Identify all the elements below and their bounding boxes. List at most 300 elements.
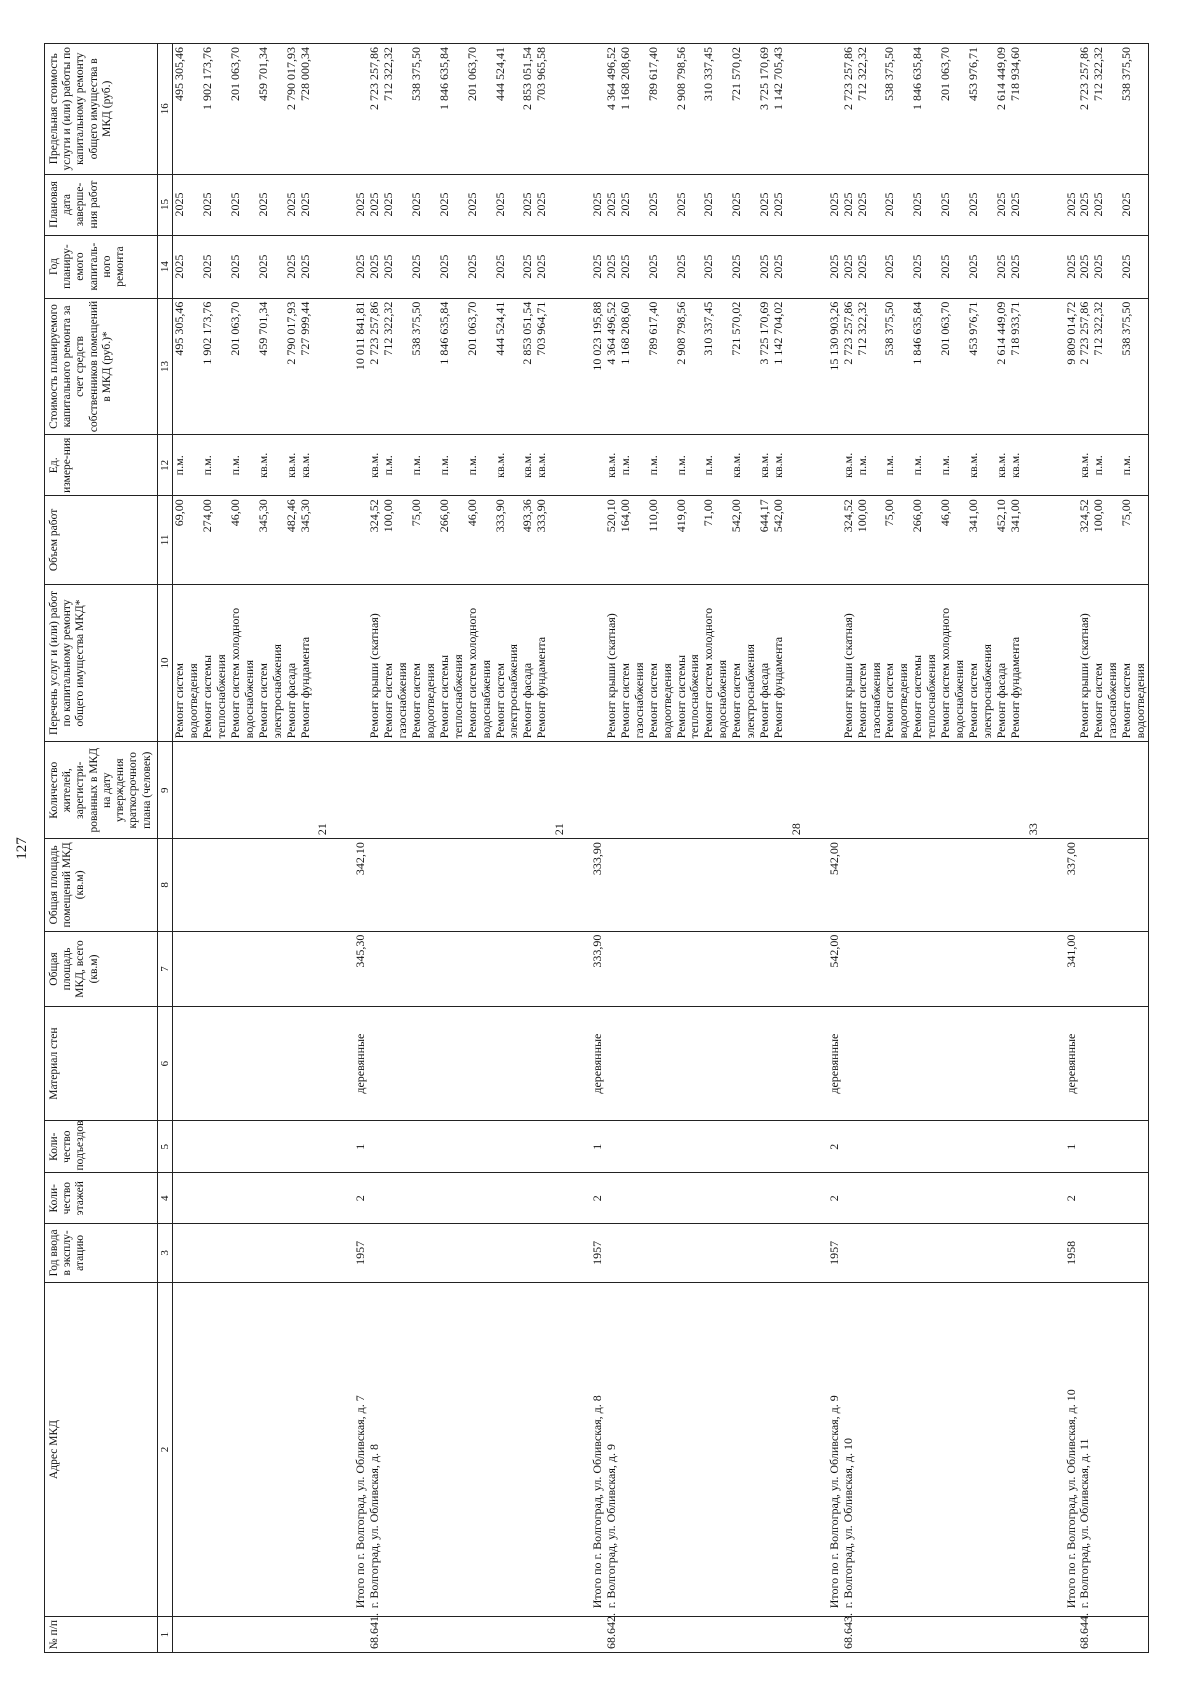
cost-cell: 495 305,46 bbox=[173, 298, 201, 435]
row-number: 68.642. bbox=[605, 1617, 619, 1653]
work-type-cell: Ремонт фундамента bbox=[772, 584, 786, 742]
unit-cell: кв.м. bbox=[521, 435, 535, 496]
completion-year-cell: 2025 bbox=[201, 174, 229, 235]
premises-area-cell: 333,90 bbox=[549, 839, 605, 932]
residents-cell bbox=[911, 742, 939, 839]
repair-year-cell: 2025 bbox=[995, 235, 1009, 298]
cost-cell: 1 142 704,02 bbox=[772, 298, 786, 435]
year-cell: 1957 bbox=[312, 1223, 368, 1282]
repair-year-cell: 2025 bbox=[521, 235, 535, 298]
entrances-cell bbox=[911, 1120, 939, 1173]
total-area-cell bbox=[257, 931, 285, 1007]
year-cell bbox=[438, 1223, 466, 1282]
row-number bbox=[257, 1617, 285, 1653]
year-cell bbox=[939, 1223, 967, 1282]
entrances-cell bbox=[619, 1120, 647, 1173]
floors-cell bbox=[229, 1173, 257, 1223]
row-number bbox=[856, 1617, 884, 1653]
floors-cell bbox=[939, 1173, 967, 1223]
material-cell bbox=[1078, 1007, 1092, 1121]
cost-cell: 538 375,50 bbox=[1120, 298, 1148, 435]
premises-area-cell bbox=[521, 839, 535, 932]
residents-cell bbox=[466, 742, 494, 839]
row-number bbox=[967, 1617, 995, 1653]
material-cell bbox=[466, 1007, 494, 1121]
volume-cell: 164,00 bbox=[619, 496, 647, 584]
premises-area-cell bbox=[911, 839, 939, 932]
table-row bbox=[758, 44, 772, 1653]
row-number bbox=[619, 1617, 647, 1653]
repair-year-cell: 2025 bbox=[1009, 235, 1023, 298]
volume-cell: 100,00 bbox=[856, 496, 884, 584]
unit-cell: п.м. bbox=[410, 435, 438, 496]
entrances-cell bbox=[967, 1120, 995, 1173]
residents-cell bbox=[730, 742, 758, 839]
volume-cell: 341,00 bbox=[1009, 496, 1023, 584]
premises-area-cell bbox=[1078, 839, 1092, 932]
repair-year-cell: 2025 bbox=[368, 235, 382, 298]
entrances-cell bbox=[1120, 1120, 1148, 1173]
cost-cell: 3 725 170,69 bbox=[758, 298, 772, 435]
work-type-cell: Ремонт фундамента bbox=[535, 584, 549, 742]
cost-cell: 712 322,32 bbox=[382, 298, 410, 435]
column-header: Перечень услуг и (или) работ по капитальному ремонту общего имущества МКД* bbox=[45, 584, 158, 742]
work-type-cell: Ремонт систем электроснабжения bbox=[257, 584, 285, 742]
repair-year-cell: 2025 bbox=[758, 235, 772, 298]
repair-year-cell: 2025 bbox=[1023, 235, 1079, 298]
entrances-cell bbox=[605, 1120, 619, 1173]
unit-cell: п.м. bbox=[1120, 435, 1148, 496]
total-area-cell bbox=[675, 931, 703, 1007]
completion-year-cell: 2025 bbox=[410, 174, 438, 235]
work-type-cell: Ремонт систем газоснабжения bbox=[856, 584, 884, 742]
row-number bbox=[939, 1617, 967, 1653]
premises-area-cell: 342,10 bbox=[312, 839, 368, 932]
volume-cell: 324,52 bbox=[1078, 496, 1092, 584]
residents-cell bbox=[1120, 742, 1148, 839]
floors-cell bbox=[619, 1173, 647, 1223]
residents-cell bbox=[173, 742, 201, 839]
row-number bbox=[911, 1617, 939, 1653]
limit-cost-cell: 2 723 257,86 bbox=[368, 44, 382, 175]
year-cell bbox=[842, 1223, 856, 1282]
residents-cell bbox=[842, 742, 856, 839]
unit-cell: п.м. bbox=[438, 435, 466, 496]
residents-cell bbox=[605, 742, 619, 839]
table-row bbox=[1009, 44, 1023, 1653]
unit-cell: п.м. bbox=[619, 435, 647, 496]
column-header: Общая площадь помещений МКД (кв.м) bbox=[45, 839, 158, 932]
column-header: Количество жителей, зарегистри-рованных в МКД на дату утверждения краткосрочного плана (человек) bbox=[45, 742, 158, 839]
floors-cell bbox=[201, 1173, 229, 1223]
material-cell bbox=[201, 1007, 229, 1121]
material-cell bbox=[619, 1007, 647, 1121]
premises-area-cell bbox=[939, 839, 967, 932]
address-cell bbox=[730, 1282, 758, 1616]
total-area-cell bbox=[1078, 931, 1092, 1007]
premises-area-cell: 337,00 bbox=[1023, 839, 1079, 932]
completion-year-cell: 2025 bbox=[856, 174, 884, 235]
repair-year-cell: 2025 bbox=[201, 235, 229, 298]
total-area-cell bbox=[619, 931, 647, 1007]
address-cell bbox=[466, 1282, 494, 1616]
volume-cell: 542,00 bbox=[730, 496, 758, 584]
completion-year-cell: 2025 bbox=[619, 174, 647, 235]
year-cell bbox=[257, 1223, 285, 1282]
entrances-cell bbox=[494, 1120, 522, 1173]
floors-cell bbox=[675, 1173, 703, 1223]
entrances-cell bbox=[521, 1120, 535, 1173]
repair-year-cell: 2025 bbox=[1120, 235, 1148, 298]
column-header: Объем работ bbox=[45, 496, 158, 584]
table-row bbox=[535, 44, 549, 1653]
floors-cell bbox=[285, 1173, 299, 1223]
entrances-cell bbox=[1078, 1120, 1092, 1173]
repair-year-cell: 2025 bbox=[438, 235, 466, 298]
table-row bbox=[521, 44, 535, 1653]
entrances-cell: 1 bbox=[549, 1120, 605, 1173]
repair-year-cell: 2025 bbox=[299, 235, 313, 298]
cost-cell: 2 723 257,86 bbox=[368, 298, 382, 435]
column-number: 13 bbox=[157, 298, 173, 435]
address-cell bbox=[521, 1282, 535, 1616]
completion-year-cell: 2025 bbox=[494, 174, 522, 235]
row-number bbox=[1023, 1617, 1079, 1653]
premises-area-cell bbox=[605, 839, 619, 932]
residents-cell bbox=[257, 742, 285, 839]
column-number-row bbox=[157, 44, 173, 1653]
premises-area-cell bbox=[1009, 839, 1023, 932]
total-area-cell bbox=[967, 931, 995, 1007]
premises-area-cell bbox=[410, 839, 438, 932]
volume-cell: 345,30 bbox=[299, 496, 313, 584]
entrances-cell: 1 bbox=[1023, 1120, 1079, 1173]
address-cell: Итого по г. Волгоград, ул. Обливская, д. 10 bbox=[1023, 1282, 1079, 1616]
table-row bbox=[229, 44, 257, 1653]
floors-cell: 2 bbox=[1023, 1173, 1079, 1223]
address-cell bbox=[619, 1282, 647, 1616]
work-type-cell: Ремонт систем газоснабжения bbox=[382, 584, 410, 742]
table-row bbox=[1120, 44, 1148, 1653]
volume-cell bbox=[1023, 496, 1079, 584]
completion-year-cell: 2025 bbox=[1120, 174, 1148, 235]
row-number bbox=[285, 1617, 299, 1653]
premises-area-cell bbox=[702, 839, 730, 932]
column-number: 3 bbox=[157, 1223, 173, 1282]
address-cell bbox=[702, 1282, 730, 1616]
row-number: 68.641. bbox=[368, 1617, 382, 1653]
unit-cell: п.м. bbox=[201, 435, 229, 496]
column-number: 12 bbox=[157, 435, 173, 496]
work-type-cell: Ремонт фундамента bbox=[1009, 584, 1023, 742]
completion-year-cell: 2025 bbox=[521, 174, 535, 235]
completion-year-cell: 2025 bbox=[911, 174, 939, 235]
material-cell bbox=[939, 1007, 967, 1121]
address-cell: Итого по г. Волгоград, ул. Обливская, д. 9 bbox=[786, 1282, 842, 1616]
completion-year-cell: 2025 bbox=[772, 174, 786, 235]
floors-cell: 2 bbox=[786, 1173, 842, 1223]
material-cell bbox=[382, 1007, 410, 1121]
work-type-cell: Ремонт систем холодного водоснабжения bbox=[939, 584, 967, 742]
cost-cell: 1 902 173,76 bbox=[201, 298, 229, 435]
column-header: Предельная стоимость услуги и (или) работы по капитальному ремонту общего имущества в МКД (руб.) bbox=[45, 44, 158, 175]
residents-cell bbox=[675, 742, 703, 839]
total-area-cell bbox=[856, 931, 884, 1007]
total-area-cell bbox=[1120, 931, 1148, 1007]
total-area-cell bbox=[730, 931, 758, 1007]
row-number bbox=[312, 1617, 368, 1653]
residents-cell bbox=[1092, 742, 1120, 839]
completion-year-cell: 2025 bbox=[702, 174, 730, 235]
repair-year-cell: 2025 bbox=[702, 235, 730, 298]
year-cell bbox=[410, 1223, 438, 1282]
row-number bbox=[438, 1617, 466, 1653]
material-cell bbox=[1092, 1007, 1120, 1121]
column-number: 14 bbox=[157, 235, 173, 298]
address-cell bbox=[758, 1282, 772, 1616]
floors-cell bbox=[1092, 1173, 1120, 1223]
column-number: 5 bbox=[157, 1120, 173, 1173]
table-row bbox=[939, 44, 967, 1653]
completion-year-cell: 2025 bbox=[173, 174, 201, 235]
entrances-cell: 2 bbox=[786, 1120, 842, 1173]
completion-year-cell: 2025 bbox=[967, 174, 995, 235]
column-number: 11 bbox=[157, 496, 173, 584]
address-cell: Итого по г. Волгоград, ул. Обливская, д. 8 bbox=[549, 1282, 605, 1616]
entrances-cell bbox=[856, 1120, 884, 1173]
volume-cell bbox=[786, 496, 842, 584]
residents-cell bbox=[229, 742, 257, 839]
unit-cell: кв.м. bbox=[772, 435, 786, 496]
table-row bbox=[438, 44, 466, 1653]
year-cell bbox=[229, 1223, 257, 1282]
premises-area-cell bbox=[619, 839, 647, 932]
work-type-cell: Ремонт систем холодного водоснабжения bbox=[229, 584, 257, 742]
column-header: Общая площадь МКД, всего (кв.м) bbox=[45, 931, 158, 1007]
work-type-cell: Ремонт системы теплоснабжения bbox=[911, 584, 939, 742]
material-cell bbox=[257, 1007, 285, 1121]
table-row bbox=[647, 44, 675, 1653]
repair-year-cell: 2025 bbox=[1092, 235, 1120, 298]
cost-cell: 201 063,70 bbox=[229, 298, 257, 435]
table-row bbox=[1092, 44, 1120, 1653]
year-cell bbox=[619, 1223, 647, 1282]
limit-cost-cell: 201 063,70 bbox=[466, 44, 494, 175]
material-cell: деревянные bbox=[1023, 1007, 1079, 1121]
premises-area-cell bbox=[995, 839, 1009, 932]
limit-cost-cell: 495 305,46 bbox=[173, 44, 201, 175]
work-type-cell: Ремонт систем электроснабжения bbox=[730, 584, 758, 742]
table-row bbox=[285, 44, 299, 1653]
unit-cell: кв.м. bbox=[368, 435, 382, 496]
column-header: № п/п bbox=[45, 1617, 158, 1653]
premises-area-cell bbox=[675, 839, 703, 932]
entrances-cell bbox=[939, 1120, 967, 1173]
limit-cost-cell: 444 524,41 bbox=[494, 44, 522, 175]
volume-cell: 274,00 bbox=[201, 496, 229, 584]
limit-cost-cell: 459 701,34 bbox=[257, 44, 285, 175]
table-row bbox=[995, 44, 1009, 1653]
material-cell bbox=[995, 1007, 1009, 1121]
cost-cell: 1 168 208,60 bbox=[619, 298, 647, 435]
entrances-cell bbox=[702, 1120, 730, 1173]
total-area-cell bbox=[842, 931, 856, 1007]
completion-year-cell: 2025 bbox=[1023, 174, 1079, 235]
completion-year-cell: 2025 bbox=[229, 174, 257, 235]
total-area-cell: 345,30 bbox=[312, 931, 368, 1007]
address-cell bbox=[285, 1282, 299, 1616]
completion-year-cell: 2025 bbox=[842, 174, 856, 235]
completion-year-cell: 2025 bbox=[299, 174, 313, 235]
row-number bbox=[995, 1617, 1009, 1653]
table-row bbox=[856, 44, 884, 1653]
floors-cell bbox=[521, 1173, 535, 1223]
material-cell: деревянные bbox=[312, 1007, 368, 1121]
completion-year-cell: 2025 bbox=[1078, 174, 1092, 235]
column-header: Адрес МКД bbox=[45, 1282, 158, 1616]
premises-area-cell bbox=[535, 839, 549, 932]
unit-cell: п.м. bbox=[675, 435, 703, 496]
table-row bbox=[1078, 44, 1092, 1653]
total-area-cell bbox=[173, 931, 201, 1007]
table-header bbox=[45, 44, 173, 1653]
year-cell bbox=[1092, 1223, 1120, 1282]
volume-cell: 75,00 bbox=[883, 496, 911, 584]
row-number bbox=[1120, 1617, 1148, 1653]
limit-cost-cell: 721 570,02 bbox=[730, 44, 758, 175]
total-area-cell bbox=[772, 931, 786, 1007]
year-cell bbox=[702, 1223, 730, 1282]
completion-year-cell: 2025 bbox=[368, 174, 382, 235]
residents-cell bbox=[995, 742, 1009, 839]
floors-cell bbox=[1078, 1173, 1092, 1223]
residents-cell bbox=[382, 742, 410, 839]
cost-cell: 15 130 903,26 bbox=[786, 298, 842, 435]
year-cell bbox=[911, 1223, 939, 1282]
repair-year-cell: 2025 bbox=[494, 235, 522, 298]
repair-year-cell: 2025 bbox=[229, 235, 257, 298]
year-cell bbox=[675, 1223, 703, 1282]
cost-cell: 2 723 257,86 bbox=[1078, 298, 1092, 435]
material-cell bbox=[299, 1007, 313, 1121]
unit-cell: п.м. bbox=[1092, 435, 1120, 496]
repair-year-cell: 2025 bbox=[883, 235, 911, 298]
volume-cell: 100,00 bbox=[382, 496, 410, 584]
entrances-cell bbox=[410, 1120, 438, 1173]
table-row bbox=[201, 44, 229, 1653]
limit-cost-cell: 1 846 635,84 bbox=[438, 44, 466, 175]
premises-area-cell bbox=[257, 839, 285, 932]
floors-cell bbox=[173, 1173, 201, 1223]
cost-cell: 201 063,70 bbox=[939, 298, 967, 435]
address-cell bbox=[173, 1282, 201, 1616]
limit-cost-cell: 789 617,40 bbox=[647, 44, 675, 175]
residents-cell: 28 bbox=[786, 742, 842, 839]
row-number bbox=[494, 1617, 522, 1653]
completion-year-cell: 2025 bbox=[1009, 174, 1023, 235]
work-type-cell: Ремонт крыши (скатная) bbox=[842, 584, 856, 742]
total-area-cell bbox=[758, 931, 772, 1007]
address-cell bbox=[967, 1282, 995, 1616]
limit-cost-cell: 712 322,32 bbox=[382, 44, 410, 175]
total-area-cell bbox=[299, 931, 313, 1007]
material-cell bbox=[647, 1007, 675, 1121]
work-type-cell: Ремонт фундамента bbox=[299, 584, 313, 742]
work-type-cell: Ремонт систем водоотведения bbox=[1120, 584, 1148, 742]
limit-cost-cell: 201 063,70 bbox=[229, 44, 257, 175]
work-type-cell: Ремонт системы теплоснабжения bbox=[675, 584, 703, 742]
total-area-cell bbox=[382, 931, 410, 1007]
year-cell bbox=[466, 1223, 494, 1282]
row-number: 68.643. bbox=[842, 1617, 856, 1653]
repair-year-cell: 2025 bbox=[842, 235, 856, 298]
year-cell bbox=[382, 1223, 410, 1282]
entrances-cell bbox=[173, 1120, 201, 1173]
column-header: Плановая дата заверше-ния работ bbox=[45, 174, 158, 235]
total-area-cell bbox=[438, 931, 466, 1007]
cost-cell: 9 809 014,72 bbox=[1023, 298, 1079, 435]
address-cell bbox=[1009, 1282, 1023, 1616]
premises-area-cell bbox=[382, 839, 410, 932]
repair-year-cell: 2025 bbox=[410, 235, 438, 298]
year-cell: 1957 bbox=[786, 1223, 842, 1282]
premises-area-cell bbox=[368, 839, 382, 932]
residents-cell bbox=[299, 742, 313, 839]
residents-cell bbox=[967, 742, 995, 839]
floors-cell bbox=[535, 1173, 549, 1223]
floors-cell bbox=[911, 1173, 939, 1223]
row-number bbox=[772, 1617, 786, 1653]
work-type-cell: Ремонт систем холодного водоснабжения bbox=[466, 584, 494, 742]
repair-year-cell: 2025 bbox=[173, 235, 201, 298]
unit-cell: кв.м. bbox=[758, 435, 772, 496]
residents-cell bbox=[758, 742, 772, 839]
premises-area-cell bbox=[967, 839, 995, 932]
limit-cost-cell: 712 322,32 bbox=[856, 44, 884, 175]
year-cell bbox=[285, 1223, 299, 1282]
unit-cell: кв.м. bbox=[730, 435, 758, 496]
address-cell bbox=[438, 1282, 466, 1616]
unit-cell: кв.м. bbox=[605, 435, 619, 496]
material-cell bbox=[702, 1007, 730, 1121]
table-row bbox=[257, 44, 285, 1653]
total-area-cell: 333,90 bbox=[549, 931, 605, 1007]
limit-cost-cell: 728 000,34 bbox=[299, 44, 313, 175]
row-number bbox=[229, 1617, 257, 1653]
completion-year-cell: 2025 bbox=[605, 174, 619, 235]
total-area-cell bbox=[605, 931, 619, 1007]
floors-cell bbox=[842, 1173, 856, 1223]
repair-year-cell: 2025 bbox=[1078, 235, 1092, 298]
premises-area-cell bbox=[758, 839, 772, 932]
entrances-cell bbox=[382, 1120, 410, 1173]
volume-cell: 345,30 bbox=[257, 496, 285, 584]
premises-area-cell bbox=[299, 839, 313, 932]
address-cell bbox=[410, 1282, 438, 1616]
residents-cell: 21 bbox=[312, 742, 368, 839]
limit-cost-cell: 1 902 173,76 bbox=[201, 44, 229, 175]
work-type-cell: Ремонт систем газоснабжения bbox=[619, 584, 647, 742]
completion-year-cell: 2025 bbox=[312, 174, 368, 235]
address-cell bbox=[201, 1282, 229, 1616]
repair-year-cell: 2025 bbox=[786, 235, 842, 298]
material-cell bbox=[772, 1007, 786, 1121]
table-row bbox=[299, 44, 313, 1653]
unit-cell: кв.м. bbox=[285, 435, 299, 496]
residents-cell bbox=[535, 742, 549, 839]
volume-cell: 110,00 bbox=[647, 496, 675, 584]
repair-year-cell: 2025 bbox=[619, 235, 647, 298]
